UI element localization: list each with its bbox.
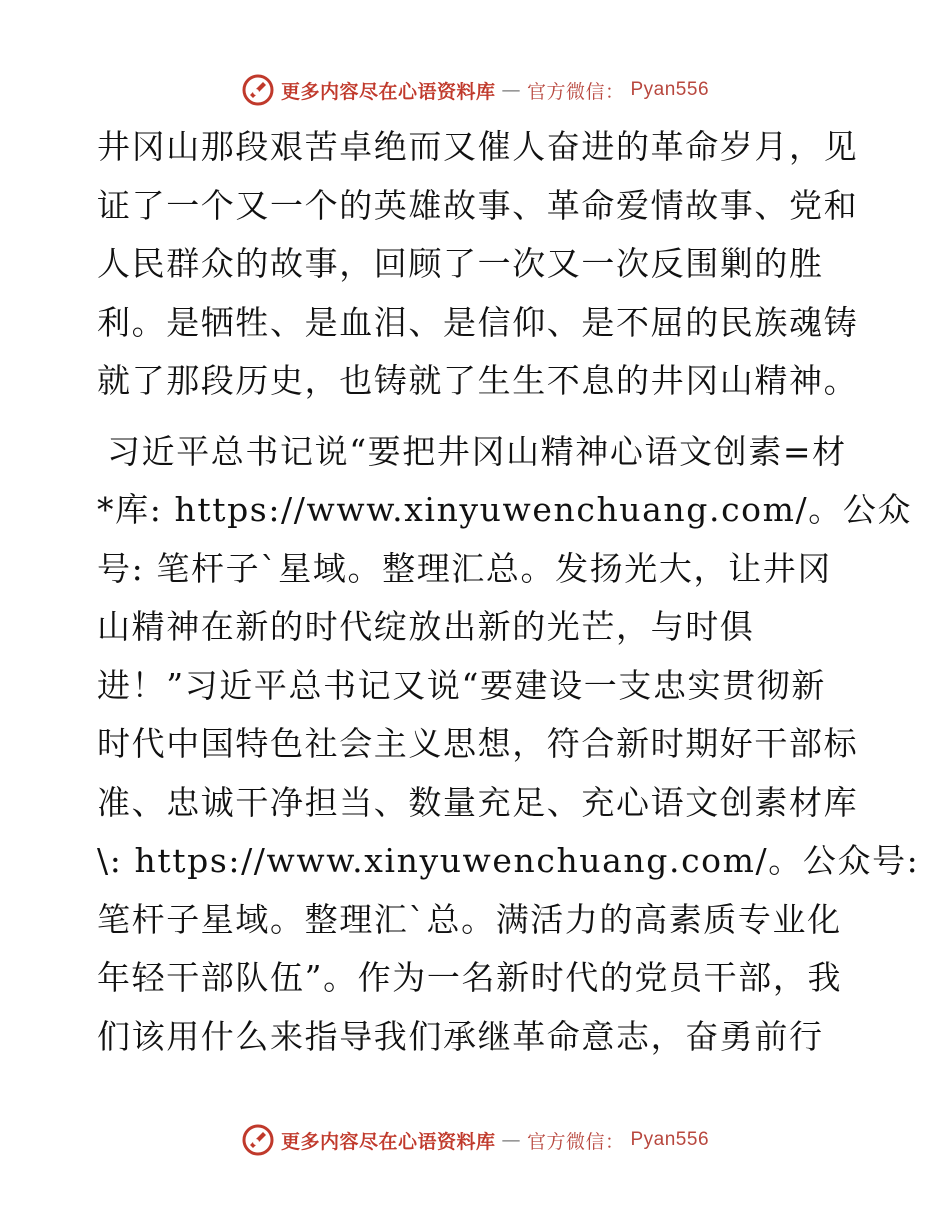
brand-logo-icon xyxy=(241,73,275,107)
header-separator: — xyxy=(501,79,521,101)
page-header-banner xyxy=(0,70,950,110)
text-line: 人民群众的故事，回顾了一次又一次反围剿的胜 xyxy=(97,244,824,283)
text-line: 习近平总书记说“要把井冈山精神心语文创素=材 xyxy=(107,431,847,471)
paragraph-2 xyxy=(97,423,920,1067)
text-line: 山精神在新的时代绽放出新的光芒，与时俱 xyxy=(97,607,755,646)
header-brand-text: 更多内容尽在心语资料库 xyxy=(280,80,496,103)
footer-brand-text: 更多内容尽在心语资料库 xyxy=(280,1130,496,1153)
footer-wechat-id: Pyan556 xyxy=(630,1129,710,1150)
paragraph-1 xyxy=(97,118,857,411)
page-footer-banner xyxy=(0,1120,950,1160)
text-line: 利。是牺牲、是血泪、是信仰、是不屈的民族魂铸 xyxy=(97,302,859,342)
text-line: 们该用什么来指导我们承继革命意志，奋勇前行 xyxy=(97,1016,824,1056)
text-line: 证了一个又一个的英雄故事、革命爱情故事、党和 xyxy=(97,185,859,225)
text-line: 号: 笔杆子`星域。整理汇总。发扬光大，让井冈 xyxy=(97,548,832,588)
text-line: 就了那段历史，也铸就了生生不息的井冈山精神。 xyxy=(97,361,859,400)
text-line: 准、忠诚干净担当、数量充足、充心语文创素材库 xyxy=(97,782,859,822)
paragraph-spacer xyxy=(97,411,857,423)
header-wechat-id: Pyan556 xyxy=(630,79,710,100)
text-line: 进！”习近平总书记又说“要建设一支忠实贯彻新 xyxy=(97,665,826,705)
text-line: 井冈山那段艰苦卓绝而又催人奋进的革命岁月，见 xyxy=(97,127,859,166)
document-body xyxy=(97,118,920,1066)
text-line: *库: https://www.xinyuwenchuang.com/。公众 xyxy=(97,490,913,529)
footer-wechat-label: 官方微信： xyxy=(526,1130,625,1153)
header-wechat-label: 官方微信： xyxy=(526,80,625,103)
text-line: 时代中国特色社会主义思想，符合新时期好干部标 xyxy=(97,724,859,763)
text-line: \: https://www.xinyuwenchuang.com/。公众号: xyxy=(97,841,920,880)
text-line: 年轻干部队伍”。作为一名新时代的党员干部，我 xyxy=(97,958,843,997)
footer-separator: — xyxy=(501,1129,521,1151)
brand-logo-icon xyxy=(241,1123,275,1157)
text-line: 笔杆子星域。整理汇`总。满活力的高素质专业化 xyxy=(97,899,842,939)
